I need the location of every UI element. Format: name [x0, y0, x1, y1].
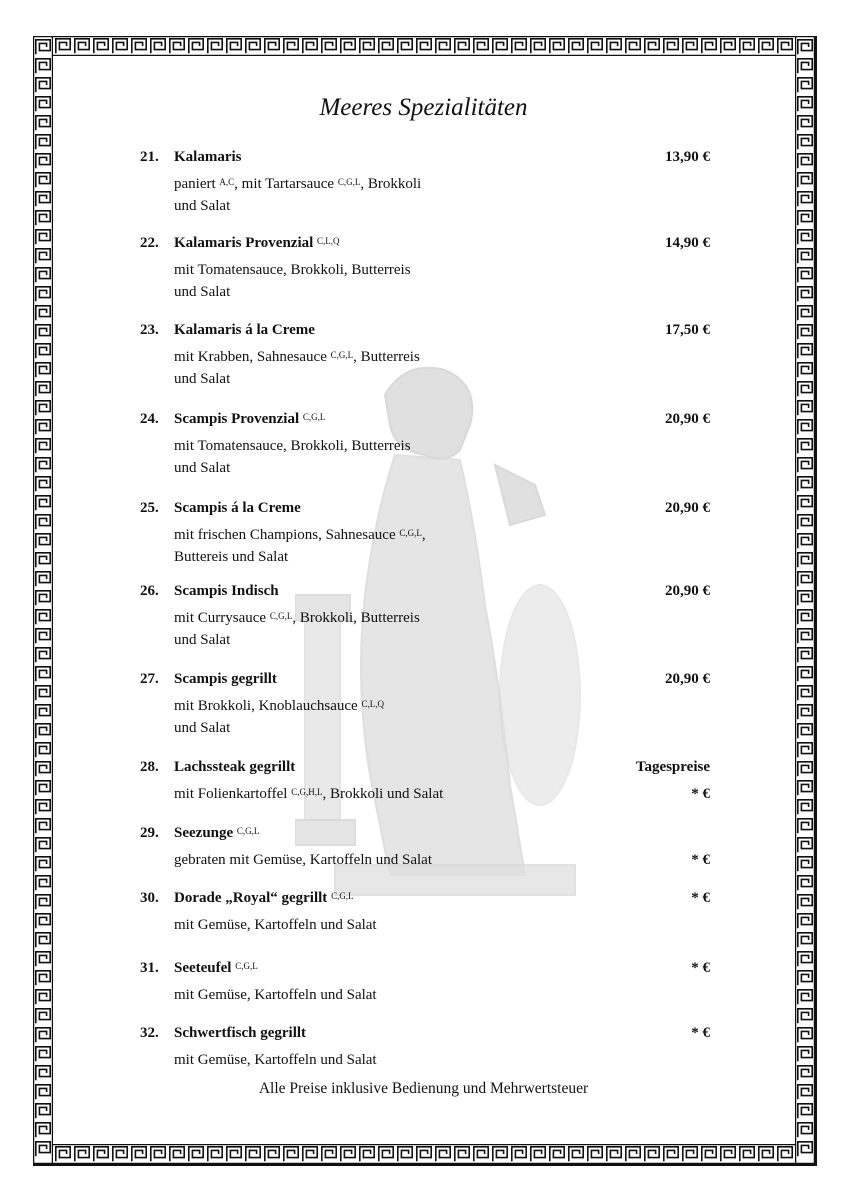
- menu-item-description-line: [140, 195, 710, 217]
- menu-item-description-line: [140, 173, 710, 195]
- menu-item-price: 20,90 €: [665, 411, 710, 427]
- menu-item-description: und Salat: [174, 371, 231, 387]
- menu-item-description-line: [140, 783, 710, 805]
- allergen-codes: A,C: [219, 177, 235, 187]
- menu-item-head: [140, 232, 710, 254]
- menu-item-name: Kalamaris á la Creme: [174, 322, 315, 338]
- menu-item-description-line: [140, 984, 710, 1006]
- menu-item-head: [140, 580, 710, 602]
- menu-item-price: * €: [691, 960, 710, 976]
- allergen-codes: C,G,L: [269, 611, 293, 621]
- page-title: Meeres Spezialitäten: [319, 94, 528, 121]
- allergen-codes: C,G,L: [399, 528, 422, 538]
- menu-item-price: 20,90 €: [665, 500, 710, 516]
- menu-item-head: [140, 822, 710, 844]
- menu-item-name: Scampis á la Creme: [174, 500, 301, 516]
- menu-item-description-line: [140, 457, 710, 479]
- menu-item-head: [140, 408, 710, 430]
- menu-item-description: mit Gemüse, Kartoffeln und Salat: [174, 1052, 377, 1068]
- menu-item-price: Tagespreise: [635, 759, 710, 775]
- allergen-codes: C,G,L: [235, 961, 258, 971]
- menu-item-title: [140, 668, 277, 690]
- menu-item: [140, 887, 710, 936]
- menu-item-number: 26.: [140, 583, 159, 599]
- menu-item: [140, 957, 710, 1006]
- menu-item-description-line: [140, 524, 710, 546]
- menu-item: [140, 756, 710, 805]
- allergen-codes: C,G,L: [302, 412, 326, 422]
- menu-item-description: und Salat: [174, 198, 231, 214]
- menu-item-price: 20,90 €: [665, 671, 710, 687]
- greek-key-border-top: [33, 36, 815, 56]
- menu-item-description: und Salat: [174, 720, 231, 736]
- menu-item-description: mit Gemüse, Kartoffeln und Salat: [174, 987, 377, 1003]
- menu-item-number: 25.: [140, 500, 159, 516]
- menu-item-head: [140, 668, 710, 690]
- menu-item-description: mit Folienkartoffel $^{C,G,H,L}$, Brokkoli und Salat: [174, 786, 444, 802]
- menu-item-description-line: [140, 281, 710, 303]
- greek-key-border-right: [795, 36, 815, 1164]
- allergen-codes: C,G,L: [331, 891, 354, 901]
- menu-item-name: Seeteufel: [174, 960, 232, 976]
- menu-item-description-line: [140, 849, 710, 871]
- menu-item-number: 30.: [140, 890, 159, 906]
- menu-item-description: paniert $^{A,C}$, mit Tartarsauce $^{C,G,L}$, Brokkoli: [174, 176, 422, 192]
- allergen-codes: C,L,Q: [317, 236, 340, 246]
- menu-item-price: 14,90 €: [665, 235, 710, 251]
- menu-item-head: [140, 146, 710, 168]
- menu-item-description: und Salat: [174, 460, 231, 476]
- menu-item-price: * €: [691, 890, 710, 906]
- menu-item-name: Kalamaris: [174, 149, 242, 165]
- menu-item-price: * €: [691, 786, 710, 802]
- menu-item: [140, 580, 710, 651]
- footer-note: Alle Preise inklusive Bedienung und Mehrwertsteuer: [258, 1080, 589, 1097]
- menu-item-name: Scampis Indisch: [174, 583, 279, 599]
- menu-item-description: und Salat: [174, 632, 231, 648]
- menu-item-description: mit Gemüse, Kartoffeln und Salat: [174, 917, 377, 933]
- greek-key-border-left: [33, 36, 53, 1164]
- menu-item-description-line: [140, 629, 710, 651]
- menu-item-price: 13,90 €: [665, 149, 710, 165]
- menu-item-number: 31.: [140, 960, 159, 976]
- menu-item-title: [140, 319, 315, 341]
- menu-item-number: 21.: [140, 149, 159, 165]
- menu-item-head: [140, 756, 710, 778]
- menu-item-number: 24.: [140, 411, 159, 427]
- menu-item-head: [140, 887, 710, 909]
- menu-item-description-line: [140, 607, 710, 629]
- menu-item: [140, 319, 710, 390]
- menu-item: [140, 497, 710, 568]
- menu-item-number: 22.: [140, 235, 159, 251]
- menu-item-title: [140, 887, 354, 909]
- menu-item-description-line: [140, 546, 710, 568]
- menu-item-description-line: [140, 346, 710, 368]
- menu-item: [140, 146, 710, 217]
- allergen-codes: C,G,L: [236, 826, 260, 836]
- menu-item-name: Seezunge: [174, 825, 234, 841]
- menu-item-title: [140, 756, 295, 778]
- menu-item-description: Buttereis und Salat: [174, 549, 289, 565]
- allergen-codes: C,G,L: [337, 177, 361, 187]
- menu-item-title: [140, 497, 301, 519]
- menu-item-description: mit Krabben, Sahnesauce $^{C,G,L}$, Butterreis: [174, 349, 420, 365]
- menu-item: [140, 232, 710, 303]
- menu-item-description-line: [140, 435, 710, 457]
- menu-item-number: 28.: [140, 759, 159, 775]
- menu-item: [140, 668, 710, 739]
- menu-item-name: Dorade „Royal“ gegrillt: [174, 890, 328, 906]
- menu-item-title: [140, 408, 325, 430]
- menu-item-head: [140, 957, 710, 979]
- menu-item-description: mit Tomatensauce, Brokkoli, Butterreis: [174, 262, 411, 278]
- menu-item-title: [140, 232, 340, 254]
- menu-item-title: [140, 957, 258, 979]
- menu-item-head: [140, 497, 710, 519]
- menu-item-description-line: [140, 1049, 710, 1071]
- menu-item-description: mit Tomatensauce, Brokkoli, Butterreis: [174, 438, 411, 454]
- menu-item-price: * €: [691, 852, 710, 868]
- menu-item-title: [140, 580, 279, 602]
- menu-item-name: Schwertfisch gegrillt: [174, 1025, 307, 1041]
- menu-item-title: [140, 146, 242, 168]
- menu-item-price: 20,90 €: [665, 583, 710, 599]
- allergen-codes: C,L,Q: [361, 699, 384, 709]
- menu-item-description-line: [140, 259, 710, 281]
- menu-item-number: 29.: [140, 825, 159, 841]
- menu-item-description-line: [140, 695, 710, 717]
- menu-item-number: 32.: [140, 1025, 159, 1041]
- menu-item-name: Scampis Provenzial: [174, 411, 300, 427]
- menu-item-description-line: [140, 717, 710, 739]
- menu-item-description: mit Brokkoli, Knoblauchsauce $^{C,L,Q}$: [174, 698, 384, 714]
- menu-item-number: 27.: [140, 671, 159, 687]
- menu-item: [140, 1022, 710, 1071]
- menu-item-name: Scampis gegrillt: [174, 671, 277, 687]
- menu-item-name: Kalamaris Provenzial: [174, 235, 314, 251]
- greek-key-border-bottom: [33, 1144, 815, 1164]
- menu-item-price: 17,50 €: [665, 322, 710, 338]
- menu-item-name: Lachssteak gegrillt: [174, 759, 296, 775]
- menu-item-description: und Salat: [174, 284, 231, 300]
- allergen-codes: C,G,H,L: [291, 787, 323, 797]
- menu-item-description: mit frischen Champions, Sahnesauce $^{C,G,L}$,: [174, 527, 426, 543]
- menu-item-description: mit Currysauce $^{C,G,L}$, Brokkoli, Butterreis: [174, 610, 420, 626]
- menu-item-head: [140, 319, 710, 341]
- menu-item: [140, 408, 710, 479]
- menu-item-description-line: [140, 914, 710, 936]
- menu-item-description-line: [140, 368, 710, 390]
- menu-item-price: * €: [691, 1025, 710, 1041]
- menu-item-number: 23.: [140, 322, 159, 338]
- menu-item-title: [140, 1022, 306, 1044]
- allergen-codes: C,G,L: [330, 350, 354, 360]
- menu-item-title: [140, 822, 259, 844]
- menu-item-head: [140, 1022, 710, 1044]
- menu-item-description: gebraten mit Gemüse, Kartoffeln und Salat: [174, 852, 432, 868]
- menu-item: [140, 822, 710, 871]
